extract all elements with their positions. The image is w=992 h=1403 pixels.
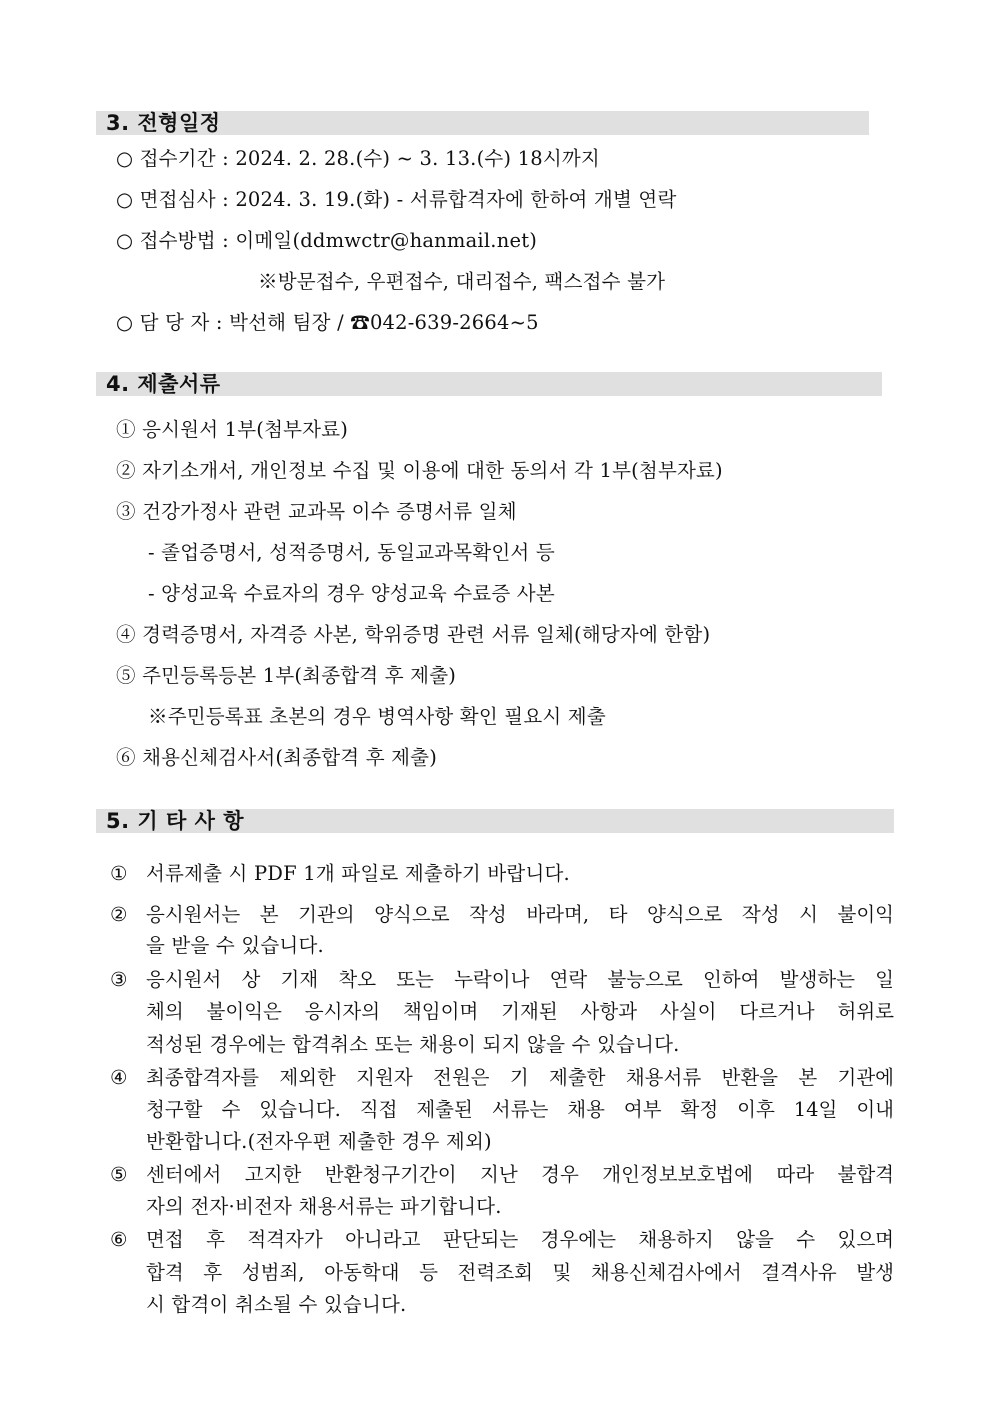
- note-line-6a: 면접 후 적격자가 아니라고 판단되는 경우에는 채용하지 않을 수 있으며: [146, 1228, 894, 1251]
- document-item-1: ① 응시원서 1부(첨부자료): [116, 418, 349, 441]
- document-item-5-note: ※주민등록표 초본의 경우 병역사항 확인 필요시 제출: [148, 705, 606, 728]
- document-item-5: ⑤ 주민등록등본 1부(최종합격 후 제출): [116, 664, 457, 687]
- document-item-3: ③ 건강가정사 관련 교과목 이수 증명서류 일체: [116, 500, 517, 523]
- note-marker-3: ③: [110, 968, 128, 991]
- note-line-3c: 적성된 경우에는 합격취소 또는 채용이 되지 않을 수 있습니다.: [146, 1033, 680, 1056]
- schedule-submission-note: ※방문접수, 우편접수, 대리접수, 팩스접수 불가: [258, 270, 666, 293]
- document-item-2: ② 자기소개서, 개인정보 수집 및 이용에 대한 동의서 각 1부(첨부자료): [116, 459, 723, 482]
- note-marker-5: ⑤: [110, 1163, 128, 1186]
- schedule-contact: ○ 담 당 자 : 박선해 팀장 / ☎042-639-2664~5: [116, 311, 539, 334]
- note-line-2a: 응시원서는 본 기관의 양식으로 작성 바라며, 타 양식으로 작성 시 불이익: [146, 903, 894, 926]
- document-subitem-3a: - 졸업증명서, 성적증명서, 동일교과목확인서 등: [148, 541, 555, 564]
- section-3-header: [96, 111, 869, 135]
- note-marker-6: ⑥: [110, 1228, 128, 1251]
- note-line-2b: 을 받을 수 있습니다.: [146, 934, 324, 957]
- note-line-6c: 시 합격이 취소될 수 있습니다.: [146, 1293, 407, 1316]
- document-subitem-3b: - 양성교육 수료자의 경우 양성교육 수료증 사본: [148, 582, 555, 605]
- section-4-title: 4. 제출서류: [106, 372, 221, 396]
- section-4-header: [96, 372, 882, 396]
- schedule-application-period: ○ 접수기간 : 2024. 2. 28.(수) ~ 3. 13.(수) 18시까지: [116, 147, 600, 170]
- section-5-title: 5. 기 타 사 항: [106, 809, 244, 833]
- note-marker-1: ①: [110, 862, 128, 885]
- note-line-4a: 최종합격자를 제외한 지원자 전원은 기 제출한 채용서류 반환을 본 기관에: [146, 1066, 894, 1089]
- document-item-4: ④ 경력증명서, 자격증 사본, 학위증명 관련 서류 일체(해당자에 한함): [116, 623, 711, 646]
- note-marker-2: ②: [110, 903, 128, 926]
- note-line-5a: 센터에서 고지한 반환청구기간이 지난 경우 개인정보보호법에 따라 불합격: [146, 1163, 894, 1186]
- note-line-3a: 응시원서 상 기재 착오 또는 누락이나 연락 불능으로 인하여 발생하는 일: [146, 968, 894, 991]
- section-5-header: [96, 809, 894, 833]
- note-line-3b: 체의 불이익은 응시자의 책임이며 기재된 사항과 사실이 다르거나 허위로: [146, 1000, 894, 1023]
- note-line-6b: 합격 후 성범죄, 아동학대 등 전력조회 및 채용신체검사에서 결격사유 발생: [146, 1261, 894, 1284]
- note-line-4b: 청구할 수 있습니다. 직접 제출된 서류는 채용 여부 확정 이후 14일 이내: [146, 1098, 894, 1121]
- document-item-6: ⑥ 채용신체검사서(최종합격 후 제출): [116, 746, 438, 769]
- section-3-title: 3. 전형일정: [106, 111, 221, 135]
- note-line-5b: 자의 전자·비전자 채용서류는 파기합니다.: [146, 1195, 502, 1218]
- note-line-1: 서류제출 시 PDF 1개 파일로 제출하기 바랍니다.: [146, 862, 570, 885]
- schedule-interview: ○ 면접심사 : 2024. 3. 19.(화) - 서류합격자에 한하여 개별 연락: [116, 188, 677, 211]
- note-line-4c: 반환합니다.(전자우편 제출한 경우 제외): [146, 1130, 492, 1153]
- schedule-submission-method: ○ 접수방법 : 이메일(ddmwctr@hanmail.net): [116, 229, 538, 252]
- note-marker-4: ④: [110, 1066, 128, 1089]
